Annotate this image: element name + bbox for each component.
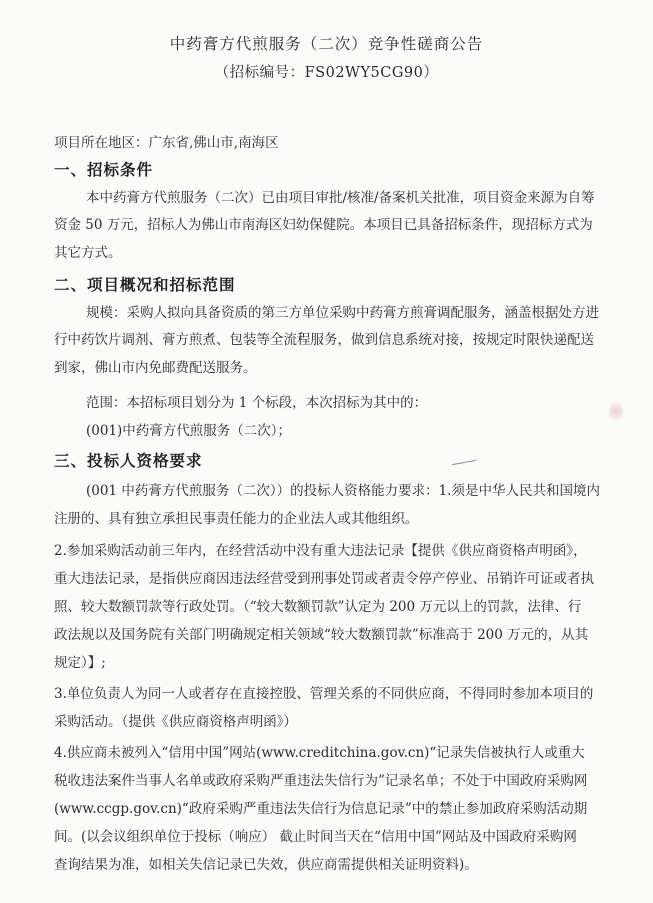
document-title: 中药膏方代煎服务（二次）竞争性磋商公告 bbox=[169, 35, 484, 53]
section-3-line: 规定）】; bbox=[54, 655, 106, 671]
section-3-line: (www.ccgp.gov.cn)“政府采购严重违法失信行为信息记录”中的禁止参加政府采购活动期 bbox=[54, 801, 588, 817]
section-1-line: 本中药膏方代煎服务（二次）已由项目审批/核准/备案机关批准，项目资金来源为自筹 bbox=[86, 190, 595, 206]
section-1-heading: 一、招标条件 bbox=[54, 161, 154, 179]
section-3-line: (001 中药膏方代煎服务（二次））的投标人资格能力要求：1.须是中华人民共和国境内 bbox=[86, 483, 600, 499]
project-region: 项目所在地区：广东省,佛山市,南海区 bbox=[54, 135, 279, 151]
lot-item: (001)中药膏方代煎服务（二次）； bbox=[86, 423, 292, 439]
section-2-heading: 二、项目概况和招标范围 bbox=[54, 276, 236, 294]
section-3-line: 查询结果为准，如相关失信记录已失效，供应商需提供相关证明资料)。 bbox=[54, 857, 478, 873]
section-3-line: 重大违法记录，是指供应商因违法经营受到刑事处罚或者责令停产停业、吊销许可证或者执 bbox=[54, 571, 594, 587]
section-1-line: 资金 50 万元，招标人为佛山市南海区妇幼保健院。本项目已具备招标条件，现招标方式为 bbox=[54, 217, 593, 233]
section-2-line: 规模：采购人拟向具备资质的第三方单位采购中药膏方煎膏调配服务，涵盖根据处方进 bbox=[86, 305, 599, 321]
section-1-line: 其它方式。 bbox=[54, 245, 122, 261]
section-3-line: 4.供应商未被列入“信用中国”网站(www.creditchina.gov.cn)“记录失信被执行人或重大 bbox=[54, 745, 585, 761]
section-3-line: 3.单位负责人为同一人或者存在直接控股、管理关系的不同供应商，不得同时参加本项目的 bbox=[54, 686, 594, 702]
section-2-line: 到家，佛山市内免邮费配送服务。 bbox=[54, 360, 257, 376]
section-3-heading: 三、投标人资格要求 bbox=[54, 452, 203, 470]
scope-text: 范围：本招标项目划分为 1 个标段，本次招标为其中的： bbox=[86, 395, 428, 411]
section-3-line: 税收违法案件当事人名单或政府采购严重违法失信行为”记录名单；不处于中国政府采购网 bbox=[54, 773, 588, 789]
section-3-line: 照、较大数额罚款等行政处罚。（“较大数额罚款”认定为 200 万元以上的罚款，法律、行 bbox=[54, 599, 582, 615]
bid-number: （招标编号：FS02WY5CG90） bbox=[214, 65, 439, 81]
section-2-line: 行中药饮片调剂、膏方煎煮、包装等全流程服务，做到信息系统对接，按规定时限快递配送 bbox=[54, 332, 594, 348]
section-3-line: 间。(以会议组织单位于投标（响应） 截止时间当天在“信用中国”网站及中国政府采购网 bbox=[54, 829, 577, 845]
stamp-smudge bbox=[609, 398, 623, 424]
section-3-line: 采购活动。（提供《供应商资格声明函》） bbox=[54, 714, 297, 730]
section-3-line: 政法规以及国务院有关部门明确规定相关领域“较大数额罚款”标准高于 200 万元的，从其 bbox=[54, 627, 589, 643]
section-3-line: 注册的、具有独立承担民事责任能力的企业法人或其他组织。 bbox=[54, 511, 419, 527]
pen-mark bbox=[452, 460, 476, 465]
section-3-line: 2.参加采购活动前三年内，在经营活动中没有重大违法记录【提供《供应商资格声明函》， bbox=[54, 543, 587, 559]
